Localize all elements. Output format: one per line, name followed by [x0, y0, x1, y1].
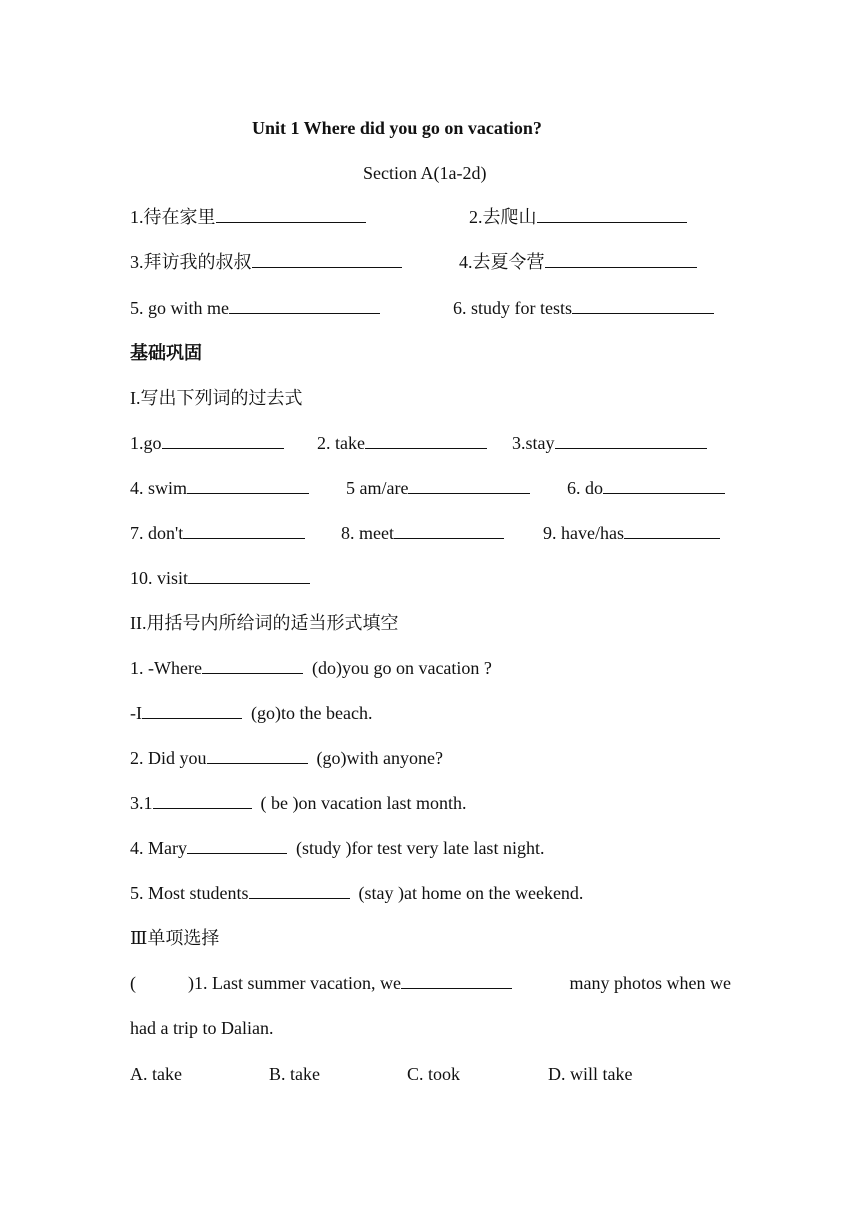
- choice-question: ( )1. Last summer vacation, we many photos when we: [130, 973, 731, 993]
- answer-blank[interactable]: [572, 297, 714, 314]
- consolidation-heading: 基础巩固: [130, 343, 202, 363]
- answer-blank[interactable]: [365, 432, 487, 449]
- part1-heading: I.写出下列词的过去式: [130, 388, 303, 408]
- fill-in-question: 3.1 ( be )on vacation last month.: [130, 793, 467, 813]
- phrase-item: 6. study for tests: [453, 297, 714, 319]
- answer-blank[interactable]: [162, 432, 284, 449]
- answer-blank[interactable]: [142, 702, 242, 719]
- answer-blank[interactable]: [188, 567, 310, 584]
- option-c[interactable]: C. took: [407, 1064, 461, 1084]
- phrase-item: 2.去爬山: [469, 206, 687, 228]
- answer-blank[interactable]: [202, 657, 303, 674]
- option-b[interactable]: B. take: [269, 1064, 320, 1084]
- option-a[interactable]: A. take: [130, 1064, 182, 1084]
- part3-heading: Ⅲ单项选择: [130, 928, 220, 948]
- past-tense-item: 7. don't: [130, 522, 305, 544]
- answer-blank[interactable]: [187, 477, 309, 494]
- answer-blank[interactable]: [408, 477, 530, 494]
- past-tense-item: 10. visit: [130, 567, 310, 589]
- answer-slot[interactable]: [136, 973, 188, 989]
- past-tense-item: 4. swim: [130, 477, 309, 499]
- past-tense-item: 8. meet: [341, 522, 504, 544]
- fill-in-question: 1. -Where (do)you go on vacation ?: [130, 658, 492, 678]
- past-tense-item: 3.stay: [512, 432, 707, 454]
- past-tense-item: 1.go: [130, 432, 284, 454]
- answer-blank[interactable]: [187, 837, 287, 854]
- fill-in-question: 2. Did you (go)with anyone?: [130, 748, 443, 768]
- answer-blank[interactable]: [183, 522, 305, 539]
- fill-in-question: 5. Most students (stay )at home on the weekend.: [130, 883, 584, 903]
- page-title: Unit 1 Where did you go on vacation?: [252, 118, 542, 138]
- fill-in-question: -I (go)to the beach.: [130, 703, 373, 723]
- answer-blank[interactable]: [624, 522, 720, 539]
- answer-blank[interactable]: [153, 792, 252, 809]
- past-tense-item: 6. do: [567, 477, 725, 499]
- answer-blank[interactable]: [401, 972, 512, 989]
- answer-blank[interactable]: [394, 522, 504, 539]
- past-tense-item: 5 am/are: [346, 477, 530, 499]
- answer-blank[interactable]: [252, 251, 402, 268]
- past-tense-item: 9. have/has: [543, 522, 720, 544]
- phrase-item: 5. go with me: [130, 297, 380, 319]
- phrase-item: 4.去夏令营: [459, 251, 697, 273]
- answer-blank[interactable]: [545, 251, 697, 268]
- answer-blank[interactable]: [216, 206, 366, 223]
- answer-blank[interactable]: [603, 477, 725, 494]
- part2-heading: II.用括号内所给词的适当形式填空: [130, 613, 399, 633]
- fill-in-question: 4. Mary (study )for test very late last night.: [130, 838, 545, 858]
- answer-blank[interactable]: [229, 297, 380, 314]
- option-d[interactable]: D. will take: [548, 1064, 633, 1084]
- choice-question-continued: had a trip to Dalian.: [130, 1018, 274, 1038]
- section-subtitle: Section A(1a-2d): [363, 163, 487, 183]
- answer-blank[interactable]: [249, 882, 350, 899]
- answer-blank[interactable]: [537, 206, 687, 223]
- past-tense-item: 2. take: [317, 432, 487, 454]
- phrase-item: 1.待在家里: [130, 206, 366, 228]
- phrase-item: 3.拜访我的叔叔: [130, 251, 402, 273]
- answer-blank[interactable]: [207, 747, 308, 764]
- answer-blank[interactable]: [555, 432, 707, 449]
